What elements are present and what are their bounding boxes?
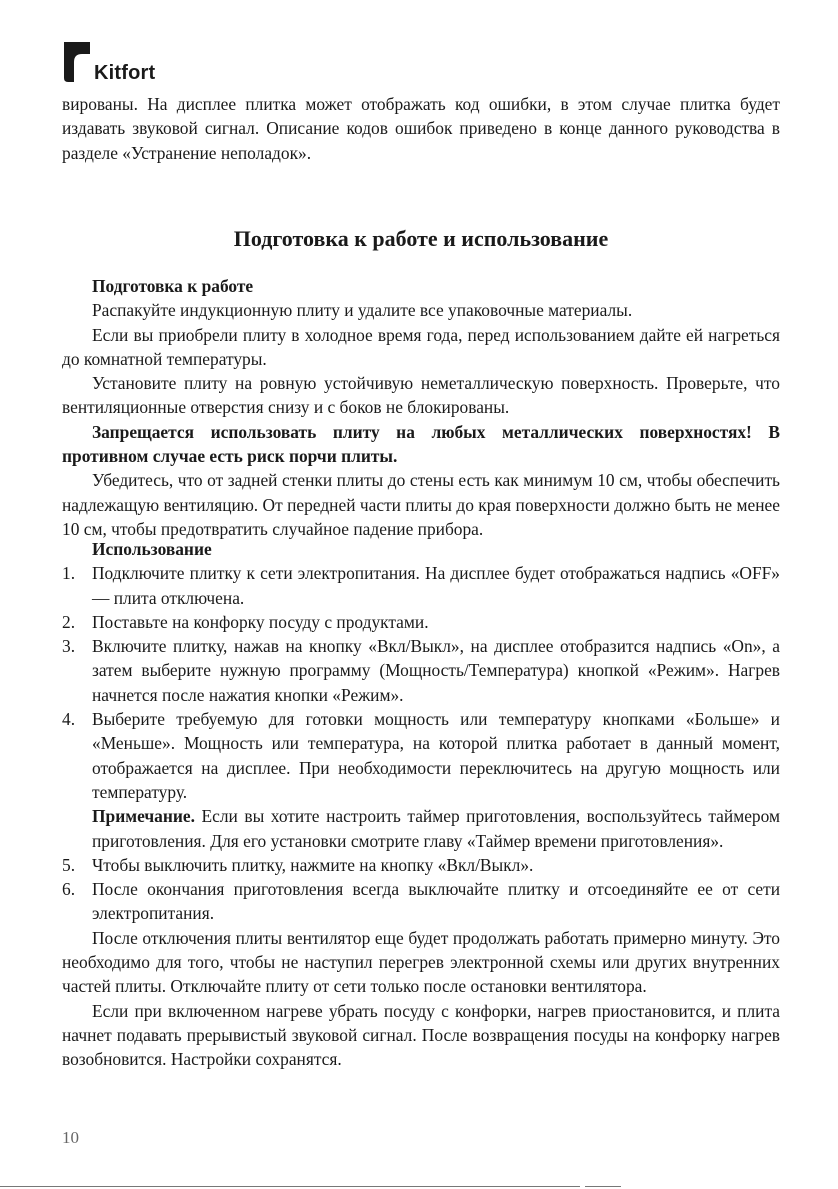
step-text: Подключите плитку к сети электропитания. На дисплее будет отображаться надпись «OFF» — плита отключена. (92, 563, 780, 608)
prep-paragraph-2: Если вы приобрели плиту в холодное время года, перед использованием дайте ей нагреться до комнатной температуры. (62, 324, 780, 369)
note-label: Примечание. (92, 806, 195, 827)
usage-steps-list (62, 561, 780, 804)
list-item (62, 561, 780, 610)
step-text: Чтобы выключить плитку, нажмите на кнопку «Вкл/Выкл». (92, 854, 534, 875)
step-number: 5. (62, 854, 76, 875)
page-number: 10 (62, 1128, 79, 1147)
usage-steps-list-cont (62, 853, 780, 926)
step-text: Включите плитку, нажав на кнопку «Вкл/Выкл», на дисплее отобразится надпись «On», а затем выберите нужную программу (Мощность/Температура) кнопкой «Режим». Нагрев начнется после нажатия кнопки «Режим». (92, 636, 780, 705)
usage-note (62, 804, 780, 853)
bottom-rule (0, 1186, 580, 1187)
step-text: Выберите требуемую для готовки мощность или температуру кнопками «Больше» и «Меньше». Мощность или температура, на которой плитка работает в данный момент, отображается на дисплее. При необходимости переключитесь на другую мощность или температуру. (92, 709, 780, 802)
kitfort-logo-mark-icon (62, 40, 92, 84)
usage-section (62, 537, 780, 1072)
prep-paragraph-4: Убедитесь, что от задней стенки плиты до стены есть как минимум 10 см, чтобы обеспечить надлежащую вентиляцию. От передней части плиты до края поверхности должно быть не менее 10 см, чтобы предотвратить случайное падение прибора. (62, 470, 780, 539)
usage-after-paragraph-2: Если при включенном нагреве убрать посуду с конфорки, нагрев приостановится, и плита начнет подавать прерывистый звуковой сигнал. После возвращения посуды на конфорку нагрев возобновится. Настройки сохранятся. (62, 1000, 780, 1070)
prep-paragraph-1: Распакуйте индукционную плиту и удалите все упаковочные материалы. (92, 300, 633, 321)
list-item (62, 707, 780, 804)
section-title: Подготовка к работе и использование (233, 226, 609, 251)
step-number: 2. (62, 611, 76, 632)
list-item (62, 853, 780, 877)
brand-name: Kitfort (94, 62, 156, 84)
prep-heading: Подготовка к работе (92, 276, 254, 296)
list-item (62, 877, 780, 926)
step-number: 4. (62, 709, 76, 730)
bottom-rule-short (585, 1186, 621, 1187)
step-text: Поставьте на конфорку посуду с продуктами. (92, 611, 429, 632)
list-item (62, 610, 780, 634)
intro-block (62, 92, 780, 165)
prep-section (62, 274, 780, 541)
step-number: 1. (62, 563, 76, 584)
step-number: 3. (62, 636, 76, 657)
step-text: После окончания приготовления всегда выключайте плитку и отсоединяйте ее от сети электропитания. (92, 879, 780, 924)
prep-paragraph-3: Установите плиту на ровную устойчивую неметаллическую поверхность. Проверьте, что вентиляционные отверстия снизу и с боков не блокированы. (62, 373, 780, 418)
usage-heading: Использование (92, 539, 212, 559)
list-item (62, 634, 780, 707)
usage-after-paragraph-1: После отключения плиты вентилятор еще будет продолжать работать примерно минуту. Это необходимо для того, чтобы не наступил перегрев электронной схемы или других внутренних частей плиты. Отключайте плиту от сети только после остановки вентилятора. (62, 927, 780, 997)
note-text: Если вы хотите настроить таймер приготовления, воспользуйтесь таймером приготовления. Для его установки смотрите главу «Таймер времени приготовления». (92, 806, 780, 851)
intro-paragraph: вированы. На дисплее плитка может отображать код ошибки, в этом случае плитка будет издавать звуковой сигнал. Описание кодов ошибок приведено в конце данного руководства в разделе «Устранение неполадок». (62, 94, 780, 163)
prep-warning: Запрещается использовать плиту на любых металлических поверхностях! В противном случае есть риск порчи плиты. (62, 421, 780, 467)
step-number: 6. (62, 879, 76, 900)
